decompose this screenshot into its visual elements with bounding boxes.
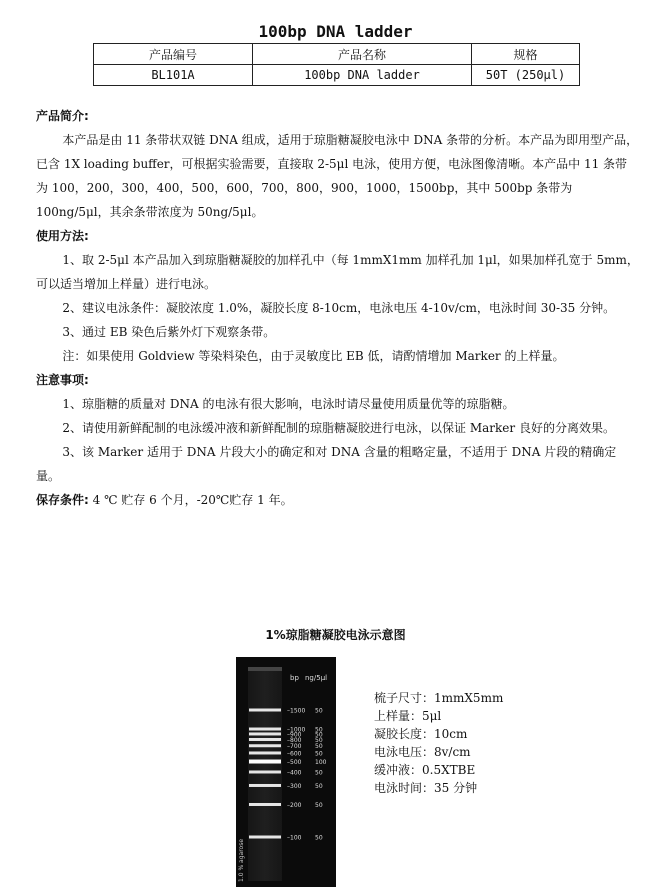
gel-band-bp-label: –300 — [287, 782, 302, 790]
gel-band-conc-label: 50 — [315, 726, 323, 734]
gel-condition: 梳子尺寸：1mmX5mm — [374, 691, 504, 705]
table-row — [94, 65, 580, 86]
gel-condition: 电泳电压：8v/cm — [374, 745, 471, 759]
gel-well — [248, 667, 282, 671]
gel-band-conc-label: 50 — [315, 834, 323, 842]
cell-product-name: 100bp DNA ladder — [253, 65, 472, 86]
gel-band — [249, 836, 281, 839]
gel-band — [249, 760, 281, 764]
intro-heading: 产品简介: — [36, 109, 89, 123]
gel-column-bp: bp — [290, 674, 299, 682]
gel-band — [249, 709, 281, 712]
gel-band — [249, 803, 281, 806]
gel-band-conc-label: 50 — [315, 736, 323, 744]
gel-band-bp-label: –900 — [287, 731, 302, 739]
gel-figure — [236, 657, 336, 891]
gel-band-bp-label: –100 — [287, 834, 302, 842]
notes-heading: 注意事项: — [36, 373, 89, 387]
storage-text: 4 ℃ 贮存 6 个月，-20℃贮存 1 年。 — [92, 493, 293, 507]
notes-item: 2、请使用新鲜配制的电泳缓冲液和新鲜配制的琼脂糖凝胶进行电泳，以保证 Marker 良好的分离效果。 — [62, 421, 615, 435]
gel-condition: 凝胶长度：10cm — [374, 727, 468, 741]
gel-band-bp-label: –1500 — [287, 707, 306, 715]
gel-figure-title: 1%琼脂糖凝胶电泳示意图 — [265, 628, 406, 642]
gel-condition: 电泳时间：35 分钟 — [374, 781, 478, 795]
gel-band — [249, 784, 281, 787]
gel-band — [249, 770, 281, 773]
usage-note: 注：如果使用 Goldview 等染料染色，由于灵敏度比 EB 低，请酌情增加 Marker 的上样量。 — [62, 349, 565, 363]
gel-column-conc: ng/5μl — [305, 674, 328, 682]
storage-heading: 保存条件: — [36, 493, 89, 507]
gel-band — [249, 751, 281, 754]
gel-condition: 缓冲液：0.5XTBE — [374, 763, 476, 777]
usage-step: 2、建议电泳条件：凝胶浓度 1.0%，凝胶长度 8-10cm，电泳电压 4-10v/cm，电泳时间 30-35 分钟。 — [62, 301, 616, 315]
gel-band-conc-label: 100 — [315, 759, 327, 767]
table-header-row — [94, 44, 580, 65]
gel-band — [249, 738, 281, 741]
gel-band-conc-label: 50 — [315, 801, 323, 809]
gel-band-conc-label: 50 — [315, 769, 323, 777]
gel-lane — [248, 671, 282, 881]
gel-band-bp-label: –400 — [287, 769, 302, 777]
gel-conditions — [374, 689, 503, 797]
gel-band-conc-label: 50 — [315, 731, 323, 739]
gel-band-bp-label: –800 — [287, 736, 302, 744]
gel-band-conc-label: 50 — [315, 743, 323, 751]
document-title: 100bp DNA ladder — [258, 22, 413, 41]
gel-side-label: 1.0 % agarose — [238, 838, 245, 882]
gel-band-bp-label: –200 — [287, 801, 302, 809]
storage-line — [36, 488, 639, 512]
intro-text: 本产品是由 11 条带状双链 DNA 组成，适用于琼脂糖凝胶电泳中 DNA 条带的分析。本产品为即用型产品，已含 1X loading buffer，可根据实验需要，直接取 2-5μl 电泳，使用方便，电泳图像清晰。本产品中 11 条带为 100，200，300，400，500，600，700，800，900，1000，1500bp，其中 500bp 条带为 100ng/5μl，其余条带浓度为 50ng/5μl。 — [36, 133, 639, 219]
gel-band-bp-label: –1000 — [287, 726, 306, 734]
gel-band — [249, 744, 281, 747]
gel-band-conc-label: 50 — [315, 707, 323, 715]
notes-item: 1、琼脂糖的质量对 DNA 的电泳有很大影响，电泳时请尽量使用质量优等的琼脂糖。 — [62, 397, 515, 411]
gel-band-conc-label: 50 — [315, 782, 323, 790]
cell-product-code: BL101A — [94, 65, 253, 86]
header-product-code: 产品编号 — [94, 44, 253, 65]
gel-band-conc-label: 50 — [315, 750, 323, 758]
product-info-table — [93, 43, 580, 86]
gel-band-bp-label: –700 — [287, 743, 302, 751]
gel-band — [249, 732, 281, 735]
document-body — [36, 104, 639, 512]
notes-item: 3、该 Marker 适用于 DNA 片段大小的确定和对 DNA 含量的粗略定量，不适用于 DNA 片段的精确定量。 — [36, 445, 617, 483]
header-spec: 规格 — [472, 44, 580, 65]
cell-spec: 50T (250μl) — [472, 65, 580, 86]
gel-band-bp-label: –600 — [287, 750, 302, 758]
usage-step: 3、通过 EB 染色后紫外灯下观察条带。 — [62, 325, 276, 339]
usage-heading: 使用方法: — [36, 229, 89, 243]
usage-step: 1、取 2-5μl 本产品加入到琼脂糖凝胶的加样孔中（每 1mmX1mm 加样孔加 1μl，如果加样孔宽于 5mm，可以适当增加上样量）进行电泳。 — [36, 253, 639, 291]
gel-band-bp-label: –500 — [287, 759, 302, 767]
gel-band — [249, 728, 281, 731]
header-product-name: 产品名称 — [253, 44, 472, 65]
gel-image — [236, 657, 336, 887]
gel-condition: 上样量：5μl — [374, 709, 442, 723]
